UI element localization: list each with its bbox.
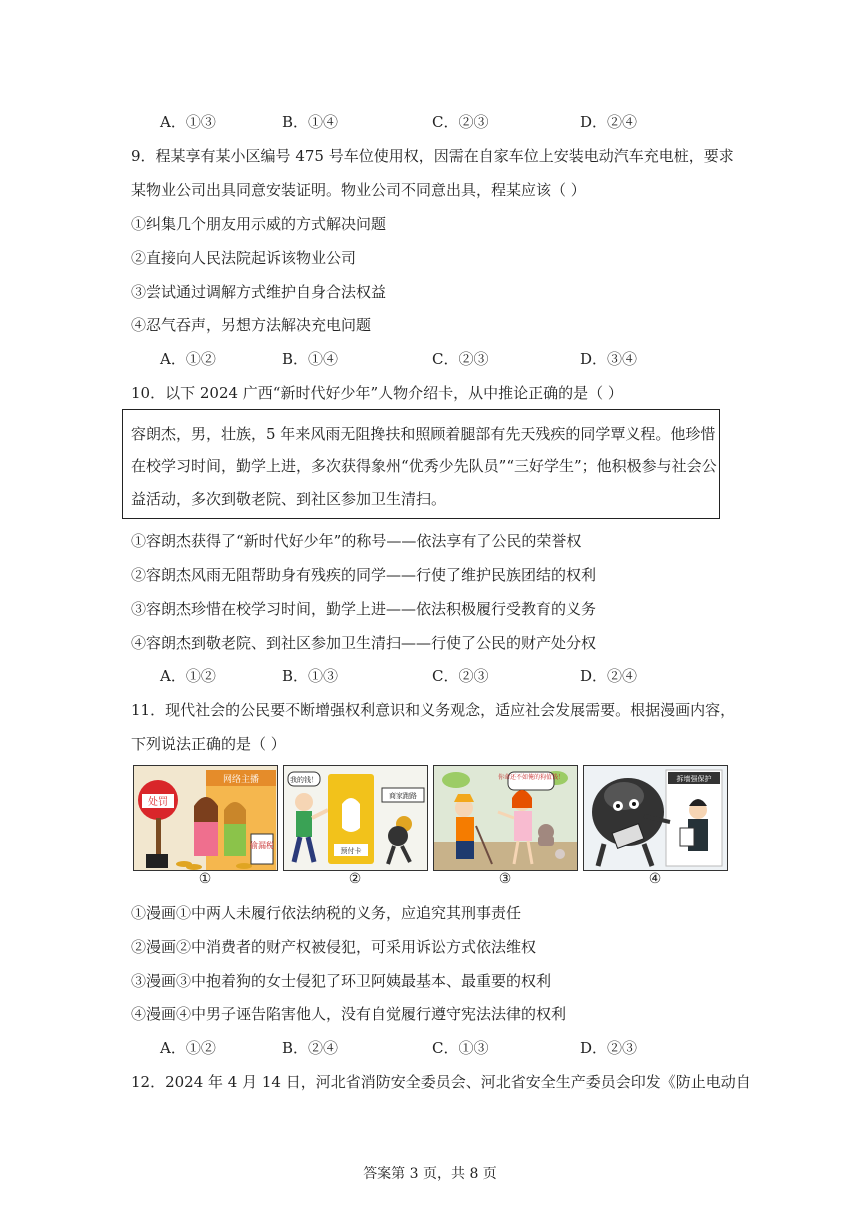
- page-footer: 答案第 3 页，共 8 页: [363, 1166, 497, 1182]
- profile-card-line-2: 在校学习时间，勤学上进，多次获得象州“优秀少先队员”“三好学生”；他积极参与社会公: [131, 457, 717, 475]
- q10-item-1: ①容朗杰获得了“新时代好少年”的称号——依法享有了公民的荣誉权: [131, 532, 582, 550]
- option-c: C．②③: [432, 667, 489, 685]
- q8-options: [160, 112, 720, 132]
- q11-item-3: ③漫画③中抱着狗的女士侵犯了环卫阿姨最基本、最重要的权利: [131, 972, 552, 990]
- profile-card: [122, 409, 720, 519]
- q9-item-1: ①纠集几个朋友用示威的方式解决问题: [131, 215, 387, 233]
- merchant-fled-sign: 商家跑路: [389, 792, 417, 800]
- speech-bubble: 我的钱！: [290, 776, 318, 784]
- comic-panel-1: [133, 765, 278, 871]
- q11-stem-line-2: 下列说法正确的是（ ）: [131, 735, 286, 753]
- option-b: B．②④: [282, 1039, 339, 1057]
- live-streamer-sign: 网络主播: [222, 775, 260, 785]
- q9-options: [160, 349, 720, 369]
- q11-stem-line-1: 11．现代社会的公民要不断增强权利意识和义务观念，适应社会发展需要。根据漫画内容，: [131, 701, 736, 719]
- q12-stem-line-1: 12．2024 年 4 月 14 日，河北省消防安全委员会、河北省安全生产委员会印发《防止电动自: [131, 1073, 751, 1091]
- comic-panel-2: [283, 765, 428, 871]
- option-d: D．③④: [580, 350, 638, 368]
- comic-panel-4: [583, 765, 728, 871]
- option-b: B．①④: [282, 113, 339, 131]
- option-a: A．①②: [160, 667, 216, 685]
- option-c: C．①③: [432, 1039, 489, 1057]
- q10-options: [160, 666, 720, 686]
- profile-card-line-1: 容朗杰，男，壮族，5 年来风雨无阻搀扶和照顾着腿部有先天残疾的同学覃义程。他珍惜: [131, 425, 716, 443]
- q9-item-2: ②直接向人民法院起诉该物业公司: [131, 249, 357, 267]
- q9-stem-line-1: 9．程某享有某小区编号 475 号车位使用权，因需在自家车位上安装电动汽车充电桩，要求: [131, 147, 734, 165]
- option-a: A．①③: [160, 113, 216, 131]
- profile-card-line-3: 益活动，多次到敬老院、到社区参加卫生清扫。: [131, 490, 447, 508]
- option-b: B．①③: [282, 667, 339, 685]
- option-c: C．②③: [432, 350, 489, 368]
- q11-item-2: ②漫画②中消费者的财产权被侵犯，可采用诉讼方式依法维权: [131, 938, 537, 956]
- comic-label-1: ①: [198, 871, 212, 887]
- penalty-sign: 处罚: [148, 797, 168, 808]
- option-a: A．①②: [160, 1039, 216, 1057]
- comic-label-4: ④: [648, 871, 662, 887]
- q11-item-1: ①漫画①中两人未履行依法纳税的义务，应追究其刑事责任: [131, 904, 522, 922]
- q10-stem: 10．以下 2024 广西“新时代好少年”人物介绍卡，从中推论正确的是（ ）: [131, 384, 623, 402]
- option-a: A．①②: [160, 350, 216, 368]
- option-d: D．②④: [580, 113, 638, 131]
- q9-item-3: ③尝试通过调解方式维护自身合法权益: [131, 283, 387, 301]
- q9-item-4: ④忍气吞声，另想方法解决充电问题: [131, 316, 372, 334]
- wall-poster-sign: 拆墙强保护: [676, 775, 712, 783]
- option-d: D．②③: [580, 1039, 638, 1057]
- comic-panel-3: [433, 765, 578, 871]
- q9-stem-line-2: 某物业公司出具同意安装证明。物业公司不同意出具，程某应该（ ）: [131, 181, 586, 199]
- comic-label-2: ②: [348, 871, 362, 887]
- q10-item-2: ②容朗杰风雨无阻帮助身有残疾的同学——行使了维护民族团结的权利: [131, 566, 597, 584]
- option-c: C．②③: [432, 113, 489, 131]
- comic-label-3: ③: [498, 871, 512, 887]
- option-d: D．②④: [580, 667, 638, 685]
- q11-options: [160, 1038, 720, 1058]
- q10-item-4: ④容朗杰到敬老院、到社区参加卫生清扫——行使了公民的财产处分权: [131, 634, 597, 652]
- q11-item-4: ④漫画④中男子诬告陷害他人，没有自觉履行遵守宪法法律的权利: [131, 1005, 567, 1023]
- tax-evasion-sign: 偷漏税: [250, 841, 274, 850]
- option-b: B．①④: [282, 350, 339, 368]
- q10-item-3: ③容朗杰珍惜在校学习时间，勤学上进——依法积极履行受教育的义务: [131, 600, 597, 618]
- speech-bubble-line: 你命还不如俺的狗值钱！: [497, 774, 565, 781]
- prepaid-card-label: 预付卡: [340, 847, 362, 855]
